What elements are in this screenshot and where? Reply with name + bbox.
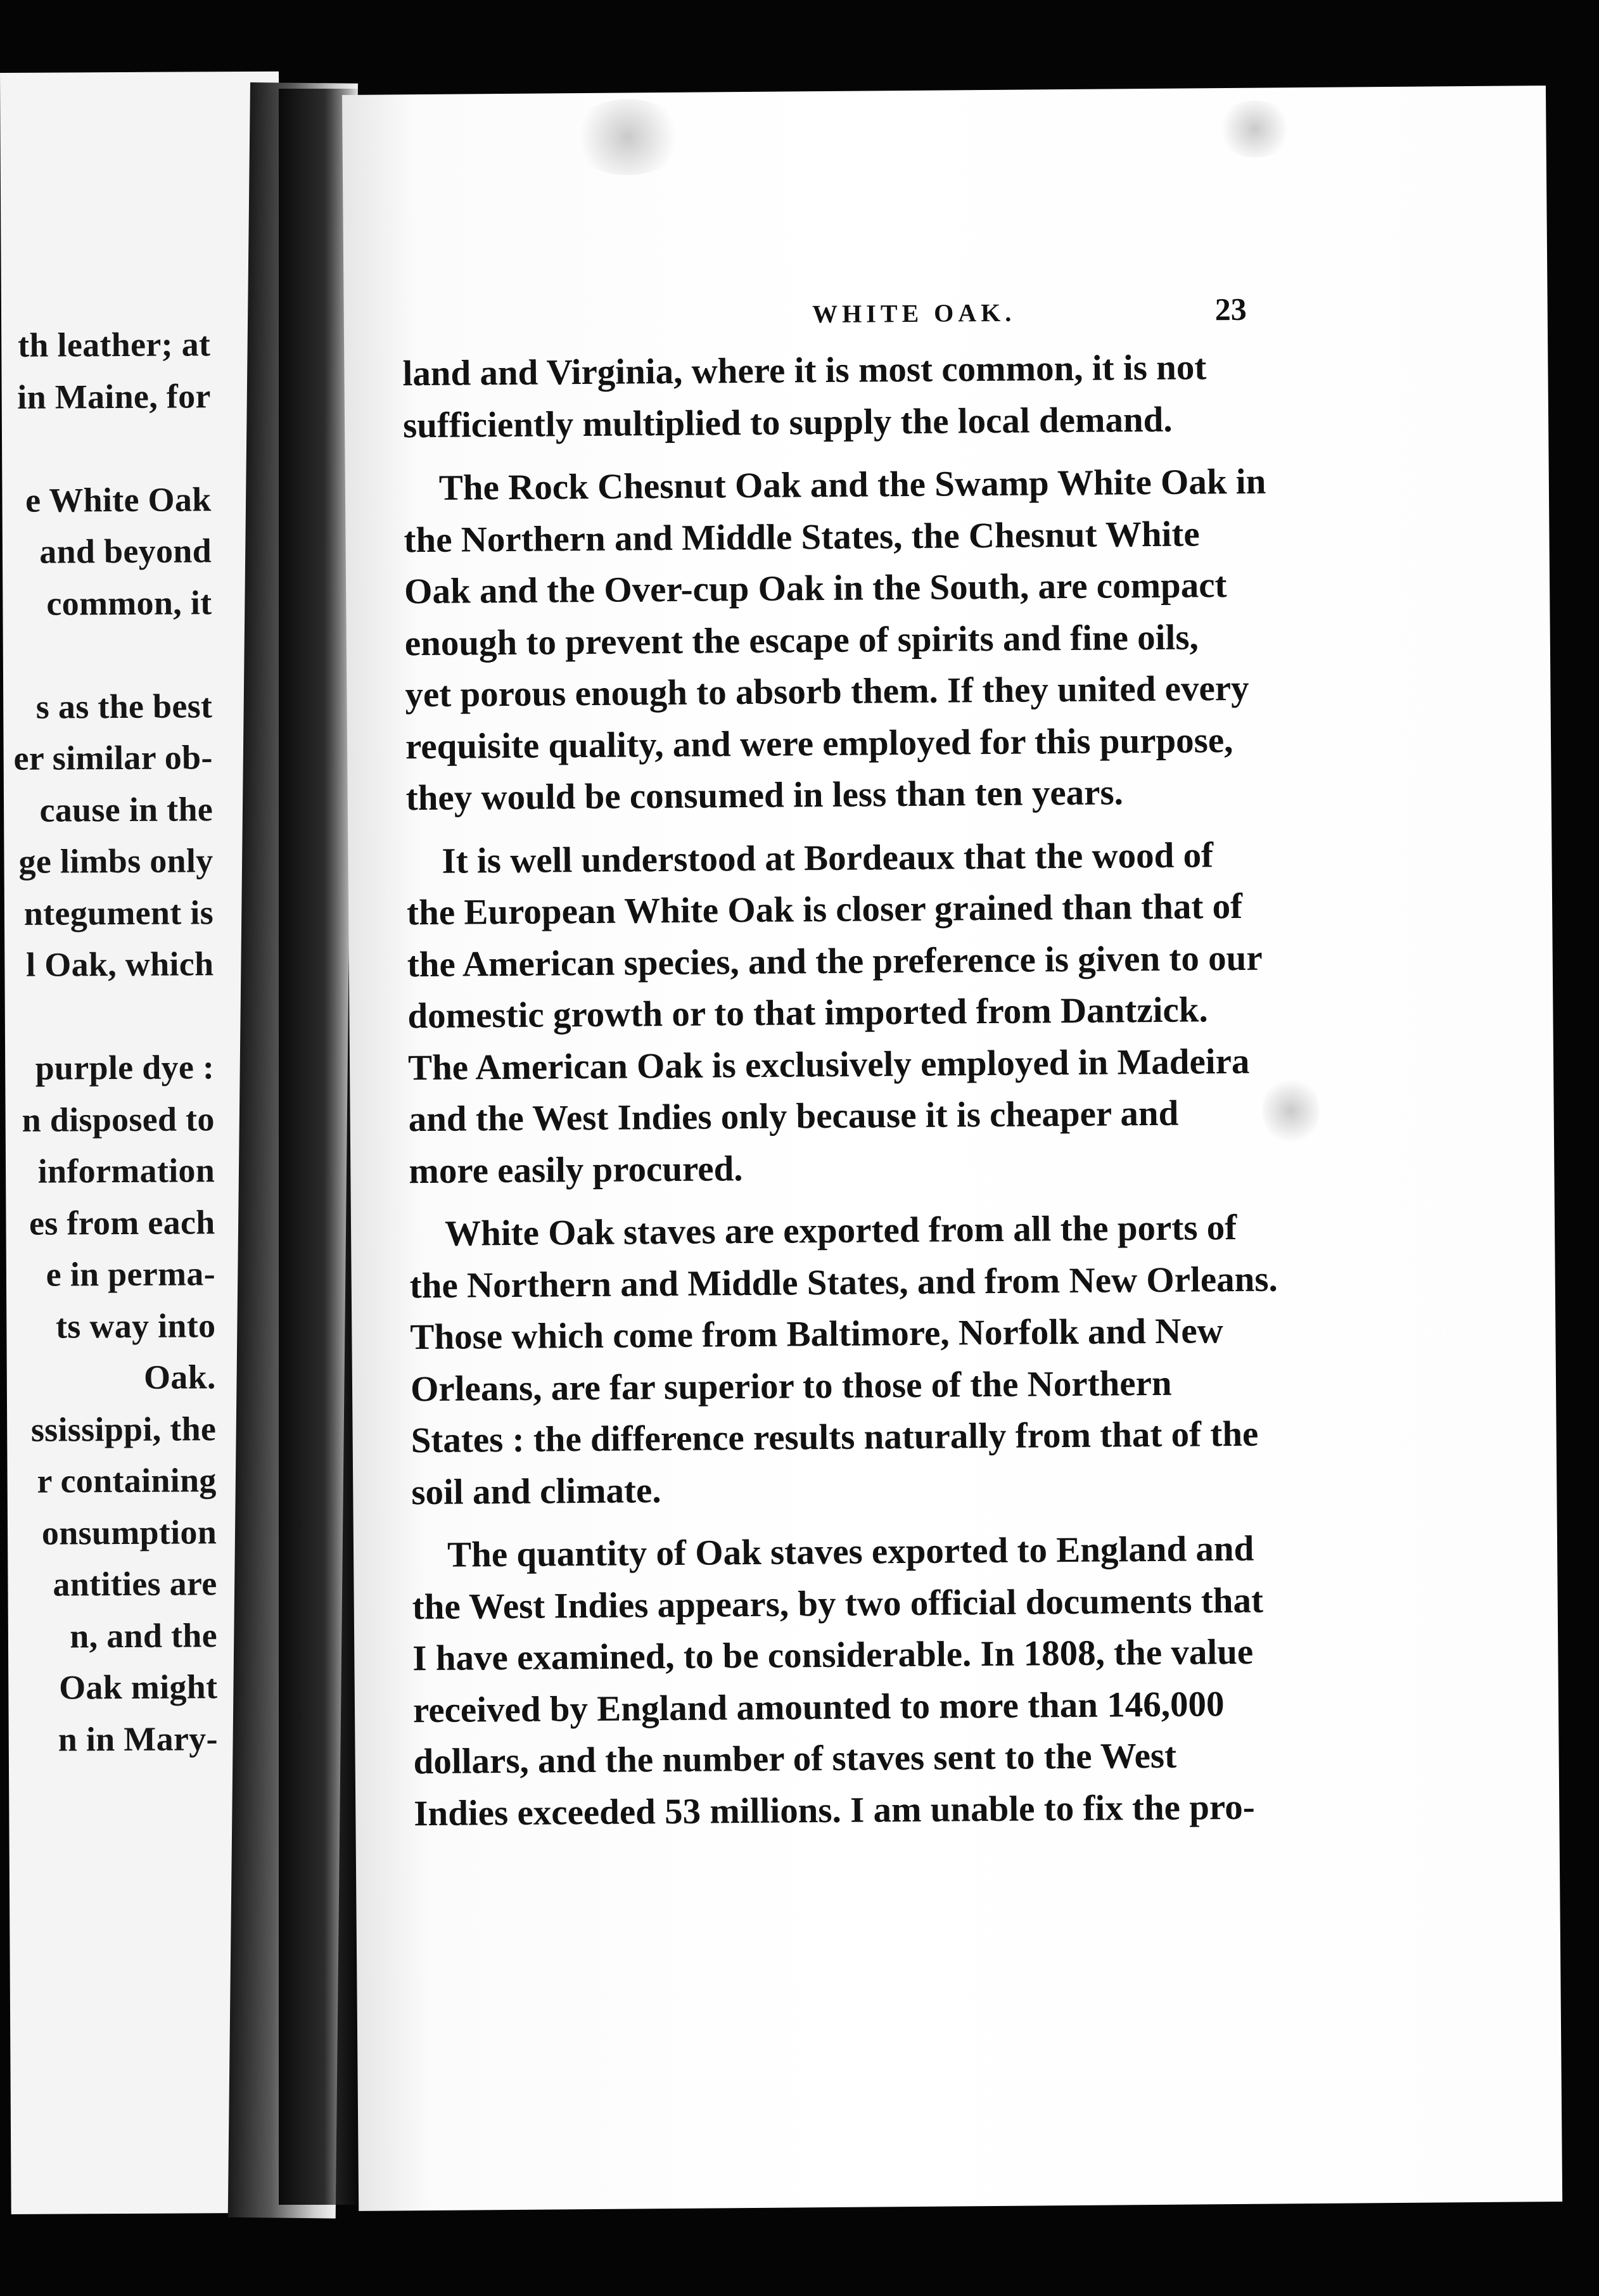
text-line: White Oak staves are exported from all the ports of: [444, 1207, 1237, 1254]
left-line: common, it: [46, 583, 212, 623]
text-line: The Rock Chesnut Oak and the Swamp White Oak in: [438, 461, 1266, 508]
left-line: onsumption: [41, 1512, 217, 1552]
left-line: e White Oak: [25, 480, 212, 520]
paragraph: [409, 1201, 1289, 1518]
page-number: 23: [1214, 291, 1247, 328]
text-line: sufficiently multiplied to supply the local demand.: [402, 399, 1173, 445]
left-line: purple dye :: [35, 1048, 215, 1087]
left-line: r containing: [37, 1461, 217, 1500]
text-line: domestic growth or to that imported from Dantzick.: [407, 990, 1208, 1036]
running-head: [344, 293, 1548, 341]
running-title: WHITE OAK.: [812, 298, 1016, 329]
text-line: Oak and the Over-cup Oak in the South, are compact: [404, 565, 1227, 612]
text-line: and the West Indies only because it is cheaper and: [408, 1093, 1179, 1140]
text-line: States : the difference results naturally from that of the: [411, 1413, 1259, 1461]
text-line: the Northern and Middle States, and from New Orleans.: [409, 1258, 1278, 1306]
text-line: The quantity of Oak staves exported to England and: [447, 1528, 1254, 1575]
left-line: in Maine, for: [17, 376, 211, 416]
text-line: received by England amounted to more than 146,000: [412, 1683, 1225, 1730]
paragraph: [404, 456, 1284, 824]
left-line: ts way into: [55, 1306, 216, 1346]
text-line: requisite quality, and were employed for this purpose,: [405, 720, 1233, 767]
paper-smudge: [1216, 100, 1293, 158]
text-line: soil and climate.: [411, 1470, 661, 1512]
text-line: they would be consumed in less than ten years.: [405, 772, 1124, 819]
text-line: Indies exceeded 53 millions. I am unable to fix the pro-: [414, 1787, 1255, 1834]
paragraph: [412, 1522, 1292, 1839]
left-line: s as the best: [35, 686, 213, 726]
text-line: enough to prevent the escape of spirits and fine oils,: [404, 616, 1199, 663]
left-line: es from each: [29, 1202, 215, 1242]
left-line: ssissippi, the: [30, 1409, 217, 1449]
text-line: dollars, and the number of staves sent to the West: [413, 1735, 1177, 1782]
left-line: th leather; at: [17, 325, 211, 364]
left-line: e in perma-: [46, 1254, 216, 1294]
left-page-text: [0, 319, 218, 1768]
left-line: Oak might: [58, 1668, 218, 1707]
left-line: [0, 990, 214, 1046]
text-line: I have examined, to be considerable. In 1808, the value: [412, 1631, 1254, 1679]
text-line: the Northern and Middle States, the Chesnut White: [404, 513, 1200, 560]
paragraph: [402, 341, 1280, 451]
text-line: It is well understood at Bordeaux that the wood of: [442, 834, 1214, 881]
left-line: [0, 628, 212, 684]
text-line: more easily procured.: [409, 1148, 743, 1191]
right-page: [342, 86, 1562, 2211]
left-line: n disposed to: [22, 1099, 215, 1139]
left-line: er similar ob-: [13, 738, 213, 777]
text-line: Those which come from Baltimore, Norfolk and New: [410, 1311, 1224, 1358]
left-line: ge limbs only: [18, 841, 213, 881]
left-line: ntegument is: [23, 893, 214, 933]
text-line: the European White Oak is closer grained than that of: [406, 886, 1243, 933]
left-line: n in Mary-: [58, 1719, 218, 1759]
left-line: and beyond: [39, 532, 212, 571]
text-line: the American species, and the preference is given to our: [407, 938, 1263, 985]
text-line: yet porous enough to absorb them. If they united every: [405, 668, 1249, 715]
left-line: l Oak, which: [26, 945, 214, 984]
paper-smudge: [570, 99, 685, 175]
left-line: n, and the: [70, 1616, 218, 1655]
text-line: land and Virginia, where it is most common, it is not: [402, 347, 1207, 394]
left-line: Oak.: [143, 1358, 216, 1396]
page-body: [402, 341, 1292, 1851]
text-line: Orleans, are far superior to those of the Northern: [410, 1363, 1172, 1409]
text-line: The American Oak is exclusively employed in Madeira: [407, 1041, 1250, 1088]
left-line: cause in the: [39, 789, 213, 829]
left-line: antities are: [53, 1564, 217, 1604]
left-line: [0, 422, 211, 478]
paragraph: [406, 829, 1286, 1197]
left-line: information: [37, 1151, 215, 1190]
text-line: the West Indies appears, by two official documents that: [412, 1580, 1264, 1627]
